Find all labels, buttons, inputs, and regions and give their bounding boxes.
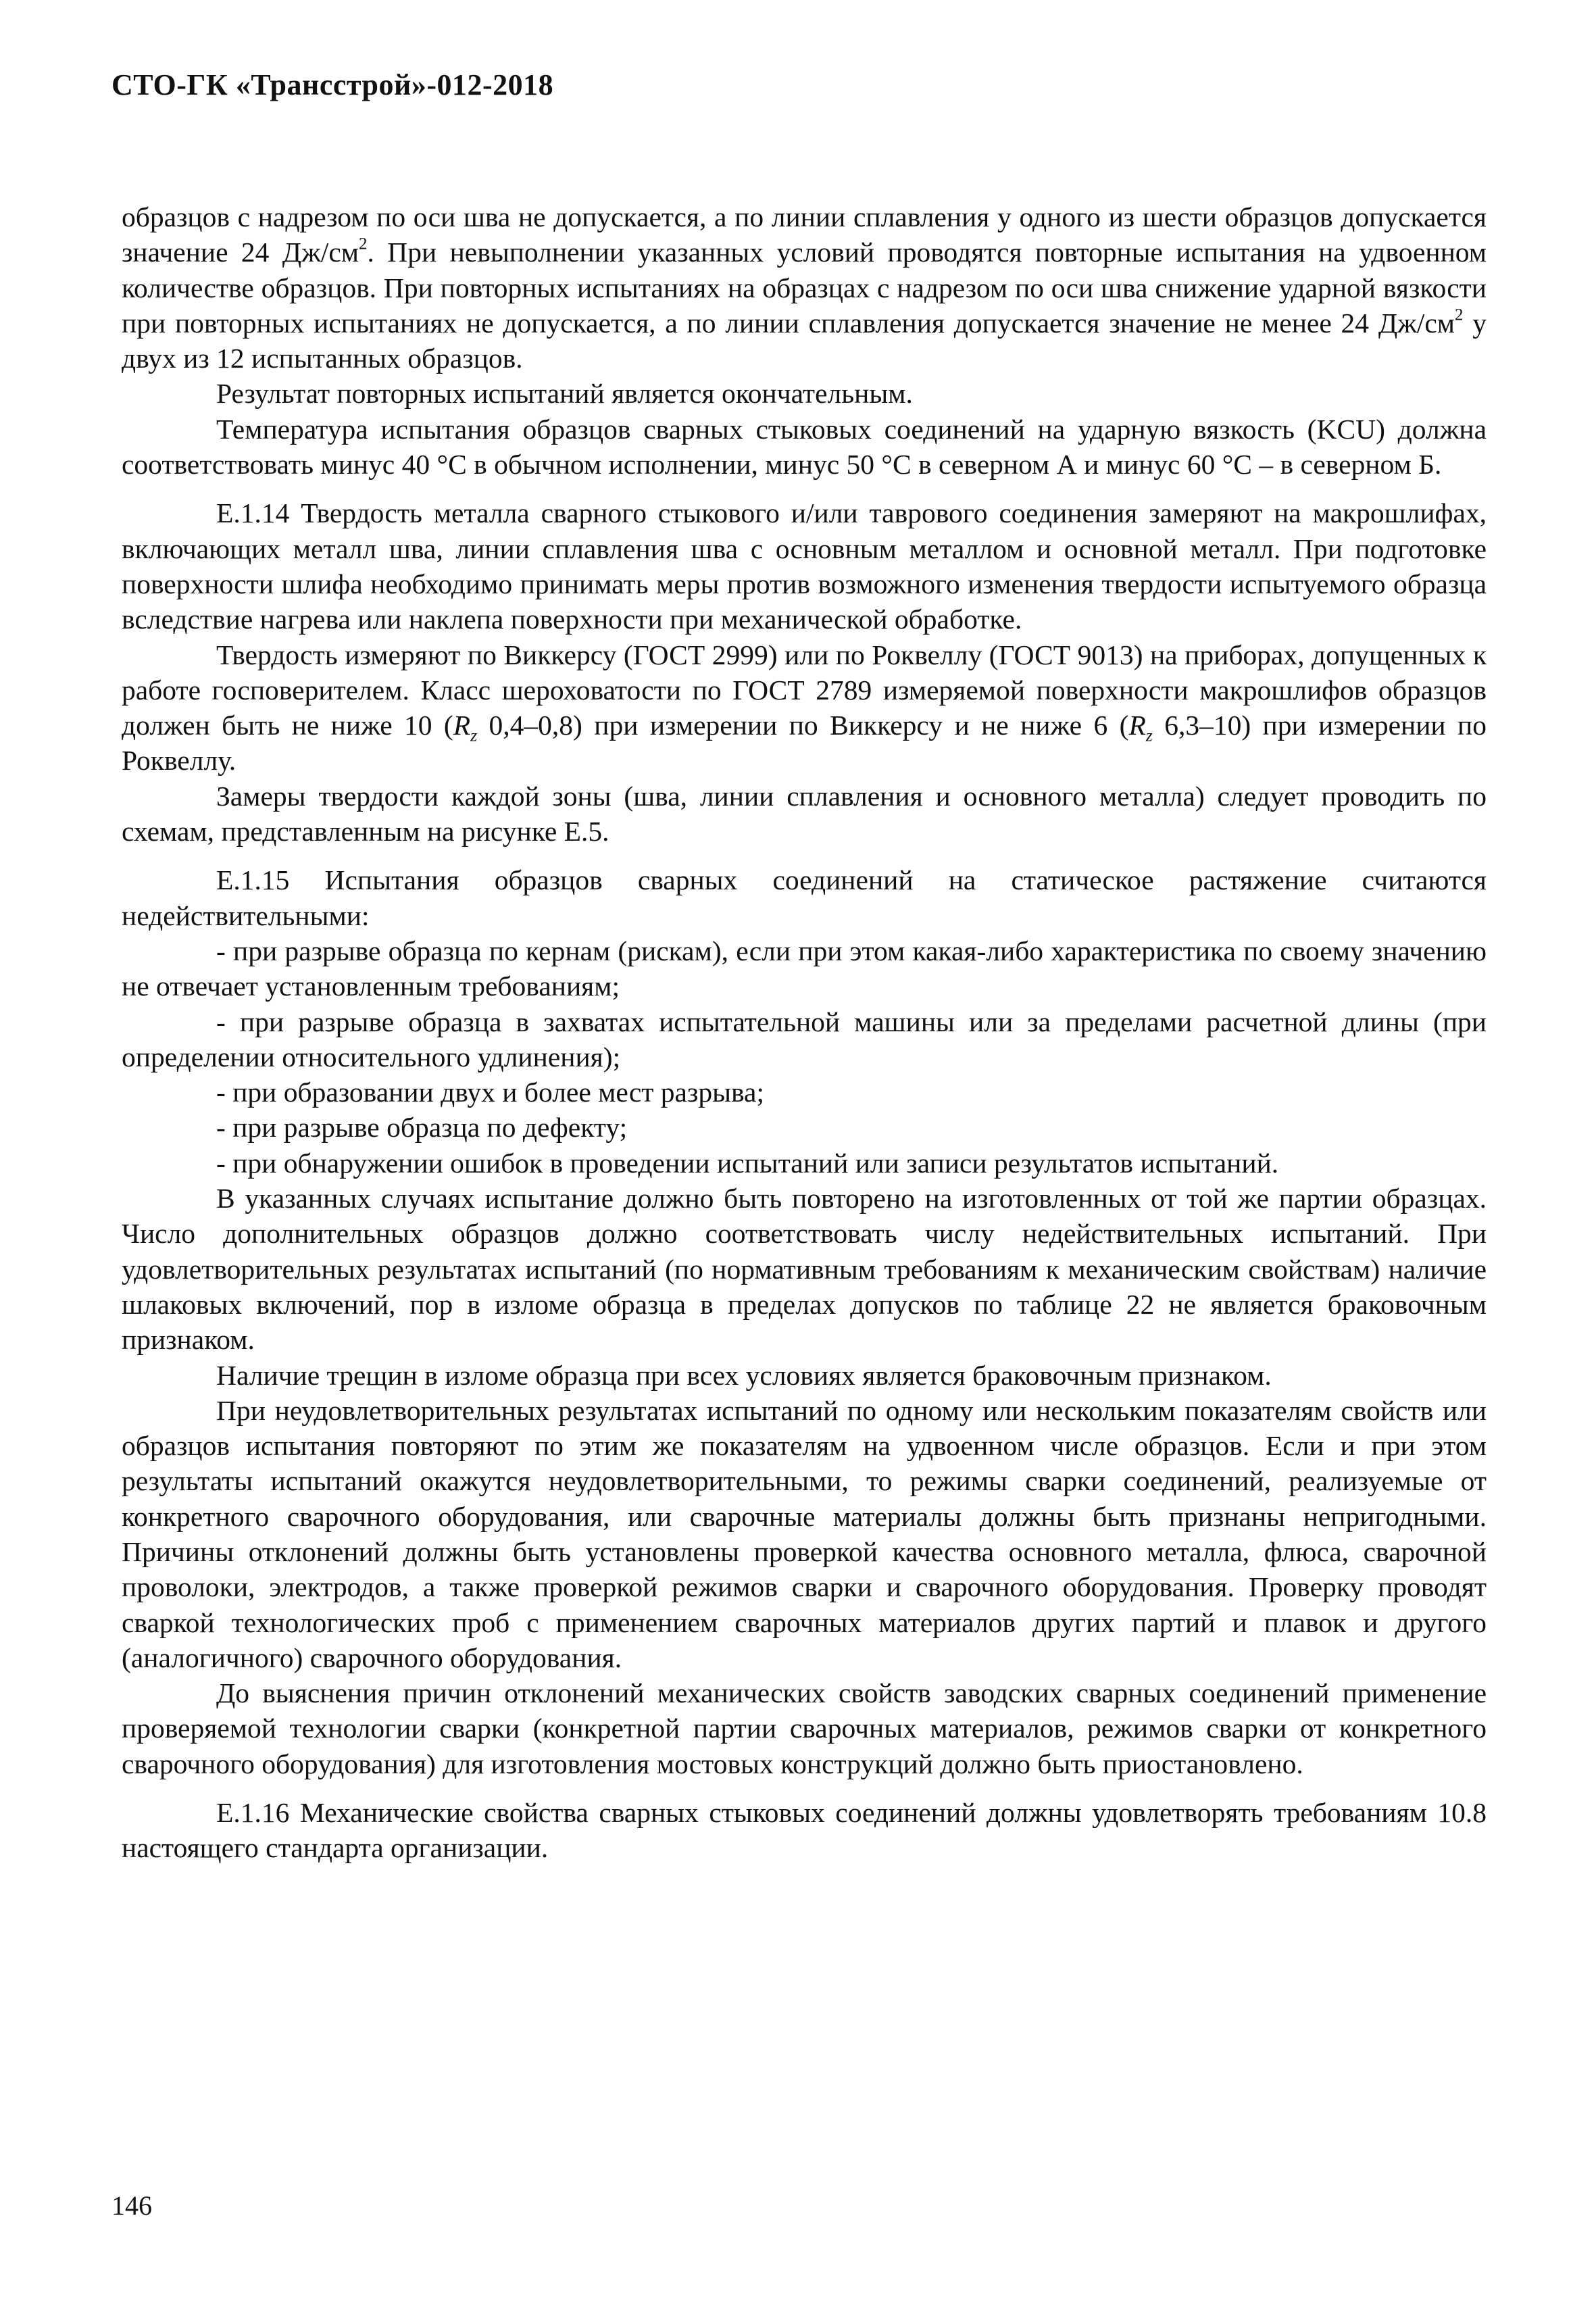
paragraph-cracks: Наличие трещин в изломе образца при всех условиях является браковочным признаком. — [216, 1359, 1272, 1391]
superscript: 2 — [1455, 305, 1464, 324]
section-e-1-15: Е.1.15 Испытания образцов сварных соединений на статическое растяжение считаются недействительными: — [122, 864, 1487, 931]
text-run: Твердость измеряют по Виккерсу (ГОСТ 2999) или по Роквеллу (ГОСТ 9013) на приборах, допущенных к работе госповерителем. Класс шероховатости по ГОСТ 2789 измеряемой поверхности макрошлифов образцов должен быть не ниже 10 ( — [122, 639, 1487, 741]
text-run: у двух из 12 испытанных образцов. — [122, 307, 1487, 374]
roughness-r: R — [1128, 710, 1146, 741]
paragraph-hardness-measurement — [122, 637, 1487, 779]
paragraph-unsatisfactory-results: При неудовлетворительных результатах испытаний по одному или нескольким показателям свойств или образцов испытания повторяют по этим же показателям на удвоенном числе образцов. Если и при этом результаты испытаний окажутся неудовлетворительными, то режимы сварки соединений, реализуемые от конкретного сварочного оборудования, или сварочные материалы должны быть признаны непригодными. Причины отклонений должны быть установлены проверкой качества основного металла, флюса, сварочной проволоки, электродов, а также проверкой режимов сварки и сварочного оборудования. Проверку проводят сваркой технологических проб с применением сварочных материалов других партий и плавок и другого (аналогичного) сварочного оборудования. — [122, 1394, 1487, 1673]
section-e-1-14: Е.1.14 Твердость металла сварного стыкового и/или таврового соединения замеряют на макрошлифах, включающих металл шва, линии сплавления шва с основным металлом и основной металл. При подготовке поверхности шлифа необходимо принимать меры против возможного изменения твердости испытуемого образца вследствие нагрева или наклепа поверхности при механической обработке. — [122, 497, 1487, 635]
superscript: 2 — [359, 235, 368, 253]
paragraph-repeat-test: В указанных случаях испытание должно быть повторено на изготовленных от той же партии образцах. Число дополнительных образцов должно соответствовать числу недействительных испытаний. При удовлетворительных результатах испытаний (по нормативным требованиям к механическим свойствам) наличие шлаковых включений, пор в изломе образца в пределах допусков по таблице 22 не является браковочным признаком. — [122, 1183, 1487, 1356]
roughness-z: z — [470, 725, 478, 745]
list-item: - при разрыве образца по кернам (рискам), если при этом какая-либо характеристика по своему значению не отвечает установленным требованиям; — [122, 935, 1487, 1002]
list-item: - при разрыве образца по дефекту; — [216, 1112, 628, 1143]
list-item: - при обнаружении ошибок в проведении испытаний или записи результатов испытаний. — [216, 1147, 1279, 1179]
roughness-z: z — [1145, 725, 1153, 745]
text-run: 0,4–0,8) при измерении по Виккерсу и не ниже 6 ( — [477, 710, 1129, 741]
roughness-symbol — [453, 710, 478, 745]
paragraph-suspension: До выяснения причин отклонений механических свойств заводских сварных соединений применение проверяемой технологии сварки (конкретной партии сварочных материалов, режимов сварки от конкретного сварочного оборудования) для изготовления мостовых конструкций должно быть приостановлено. — [122, 1677, 1487, 1779]
paragraph-impact-test-continuation — [122, 199, 1487, 376]
paragraph-repeat-result: Результат повторных испытаний является окончательным. — [216, 378, 913, 410]
section-e-1-16: Е.1.16 Механические свойства сварных стыковых соединений должны удовлетворять требованиям 10.8 настоящего стандарта организации. — [122, 1797, 1487, 1864]
paragraph-hardness-zones: Замеры твердости каждой зоны (шва, линии сплавления и основного металла) следует проводить по схемам, представленным на рисунке Е.5. — [122, 780, 1487, 847]
text-run: образцов с надрезом по оси шва не допускается, а по линии сплавления у одного из шести образцов допускается значение 24 Дж/см — [122, 201, 1487, 268]
roughness-r: R — [453, 710, 471, 741]
text-run: 6,3–10) при измерении по Роквеллу. — [122, 710, 1487, 777]
text-run: . При невыполнении указанных условий проводятся повторные испытания на удвоенном количестве образцов. При повторных испытаниях на образцах с надрезом по оси шва снижение ударной вязкости при повторных испытаниях не допускается, а по линии сплавления допускается значение не менее 24 Дж/см — [122, 237, 1487, 339]
document-body — [122, 199, 1487, 1866]
page-number: 146 — [111, 2190, 152, 2221]
list-item: - при разрыве образца в захватах испытательной машины или за пределами расчетной длины (при определении относительного удлинения); — [122, 1006, 1487, 1073]
paragraph-test-temperature: Температура испытания образцов сварных стыковых соединений на ударную вязкость (KCU) должна соответствовать минус 40 °С в обычном исполнении, минус 50 °С в северном А и минус 60 °С – в северном Б. — [122, 413, 1487, 481]
list-item: - при образовании двух и более мест разрыва; — [216, 1077, 764, 1108]
document-header-title: СТО-ГК «Трансстрой»-012-2018 — [111, 68, 554, 101]
roughness-symbol — [1128, 710, 1153, 745]
